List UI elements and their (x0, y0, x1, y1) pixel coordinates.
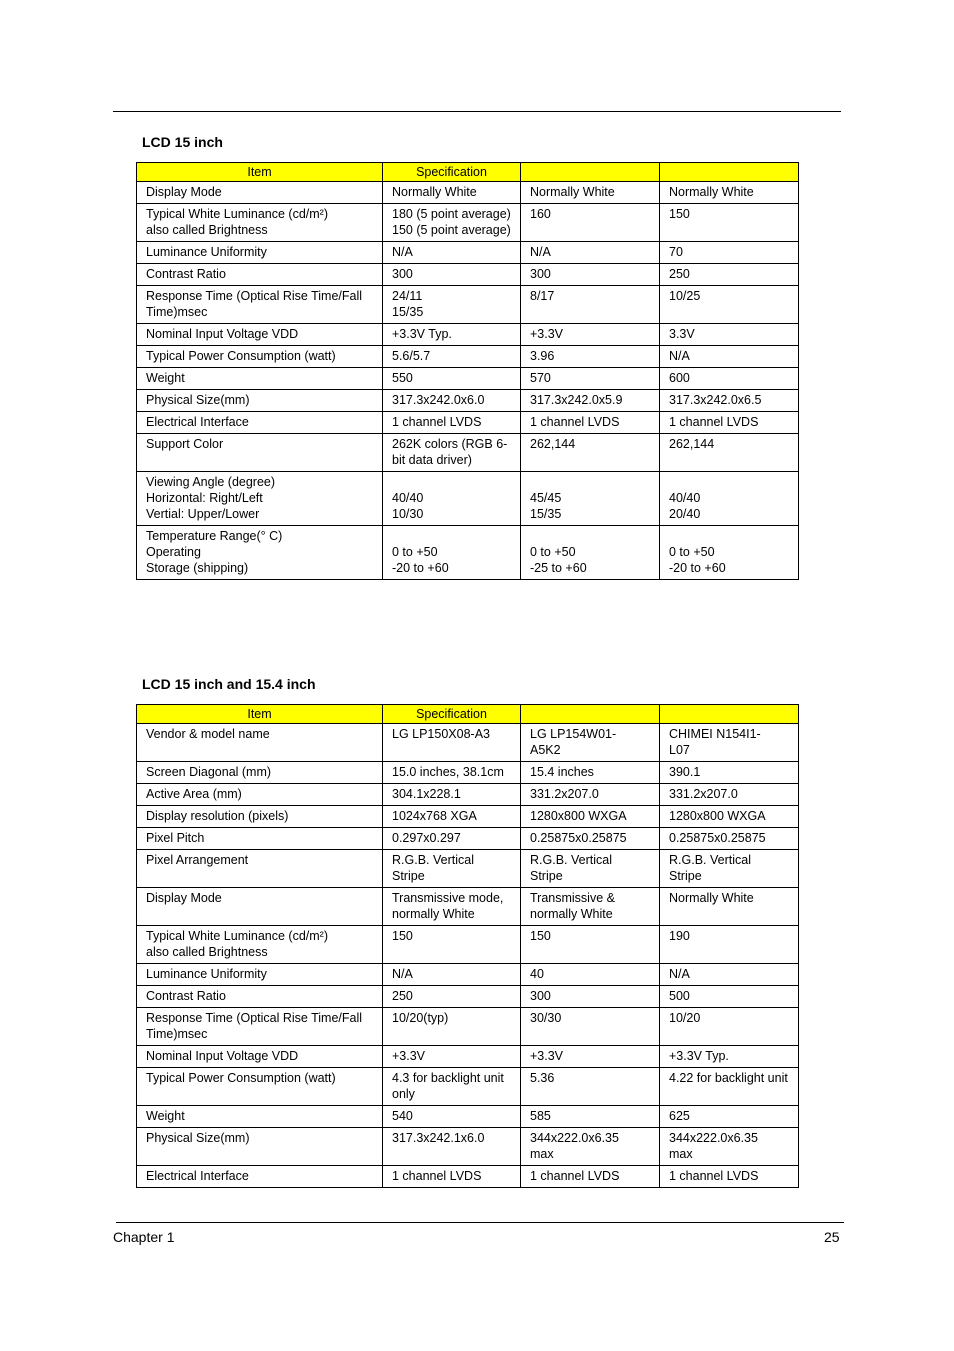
cell-text: Support Color (146, 437, 224, 451)
cell-text: Temperature Range(° C) Operating Storage (shipping) (146, 529, 283, 575)
cell-text: Response Time (Optical Rise Time/Fall Time)msec (146, 289, 363, 319)
cell-text: 3.3V (669, 327, 695, 341)
cell-text: N/A (392, 967, 413, 981)
cell-text: N/A (669, 349, 690, 363)
value-cell (660, 986, 799, 1008)
table-row (137, 1166, 799, 1188)
cell-text: Luminance Uniformity (146, 967, 267, 981)
cell-text: +3.3V (392, 1049, 426, 1063)
cell-text: Normally White (392, 185, 477, 199)
value-cell (521, 242, 660, 264)
cell-text: 10/20 (669, 1011, 701, 1025)
cell-text: 30/30 (530, 1011, 562, 1025)
cell-text: 550 (392, 371, 413, 385)
value-cell (660, 368, 799, 390)
cell-text: Typical Power Consumption (watt) (146, 1071, 336, 1085)
cell-text: 10/20(typ) (392, 1011, 449, 1025)
value-cell (521, 390, 660, 412)
value-cell (383, 526, 521, 580)
value-cell (521, 286, 660, 324)
value-cell (660, 762, 799, 784)
row-label-cell (137, 986, 383, 1008)
cell-text: 304.1x228.1 (392, 787, 461, 801)
footer-rule (116, 1222, 844, 1223)
row-label-cell (137, 368, 383, 390)
row-label-cell (137, 526, 383, 580)
value-cell (383, 472, 521, 526)
cell-text: Normally White (530, 185, 615, 199)
cell-text: Weight (146, 371, 185, 385)
value-cell (521, 368, 660, 390)
value-cell (660, 434, 799, 472)
table-row (137, 526, 799, 580)
cell-text: 317.3x242.0x5.9 (530, 393, 623, 407)
cell-text: 160 (530, 207, 551, 221)
value-cell (521, 1046, 660, 1068)
cell-text: 15.4 inches (530, 765, 594, 779)
cell-text: Display resolution (pixels) (146, 809, 289, 823)
row-label-cell (137, 1046, 383, 1068)
value-cell (383, 850, 521, 888)
value-cell (383, 762, 521, 784)
table-row (137, 1068, 799, 1106)
cell-text: Pixel Arrangement (146, 853, 249, 867)
value-cell (521, 784, 660, 806)
cell-text: Contrast Ratio (146, 267, 226, 281)
cell-text: Nominal Input Voltage VDD (146, 1049, 299, 1063)
row-label-cell (137, 762, 383, 784)
cell-text: 585 (530, 1109, 551, 1123)
table-row (137, 264, 799, 286)
cell-text: 250 (669, 267, 690, 281)
value-cell (660, 1068, 799, 1106)
value-cell (383, 1008, 521, 1046)
header-rule (113, 111, 841, 112)
value-cell (383, 182, 521, 204)
value-cell (383, 888, 521, 926)
table-row (137, 346, 799, 368)
row-label-cell (137, 806, 383, 828)
section-title-lcd-15-and-15-4: LCD 15 inch and 15.4 inch (142, 676, 316, 692)
value-cell (521, 762, 660, 784)
cell-text: 150 (669, 207, 690, 221)
table-row (137, 472, 799, 526)
table-row (137, 828, 799, 850)
row-label-cell (137, 1068, 383, 1106)
lcd-15-spec-table (136, 162, 799, 580)
cell-text: 0 to +50 -25 to +60 (530, 545, 587, 575)
value-cell (660, 806, 799, 828)
table-row (137, 784, 799, 806)
table-row (137, 724, 799, 762)
value-cell (660, 204, 799, 242)
cell-text: 1 channel LVDS (669, 1169, 759, 1183)
value-cell (521, 724, 660, 762)
value-cell (383, 784, 521, 806)
cell-text: CHIMEI N154I1- L07 (669, 727, 761, 757)
cell-text: LG LP150X08-A3 (392, 727, 490, 741)
value-cell (660, 324, 799, 346)
cell-text: 5.6/5.7 (392, 349, 431, 363)
value-cell (660, 346, 799, 368)
cell-text: 317.3x242.1x6.0 (392, 1131, 485, 1145)
table-row (137, 286, 799, 324)
value-cell (383, 324, 521, 346)
value-cell (660, 724, 799, 762)
value-cell (383, 828, 521, 850)
value-cell (660, 242, 799, 264)
cell-text: 570 (530, 371, 551, 385)
table-row (137, 926, 799, 964)
value-cell (521, 806, 660, 828)
cell-text: 4.3 for backlight unit only (392, 1071, 504, 1101)
cell-text: N/A (669, 967, 690, 981)
row-label-cell (137, 1128, 383, 1166)
value-cell (660, 390, 799, 412)
value-cell (383, 1106, 521, 1128)
value-cell (383, 964, 521, 986)
cell-text: 180 (5 point average) 150 (5 point average) (392, 207, 511, 237)
cell-text: 600 (669, 371, 690, 385)
value-cell (383, 204, 521, 242)
cell-text: 40/40 10/30 (392, 491, 424, 521)
cell-text: Pixel Pitch (146, 831, 205, 845)
table-row (137, 412, 799, 434)
table-row (137, 182, 799, 204)
value-cell (383, 242, 521, 264)
value-cell (660, 850, 799, 888)
value-cell (383, 412, 521, 434)
cell-text: 0 to +50 -20 to +60 (669, 545, 726, 575)
value-cell (660, 964, 799, 986)
value-cell (383, 390, 521, 412)
chapter-label: Chapter 1 (113, 1229, 175, 1245)
cell-text: Electrical Interface (146, 415, 249, 429)
cell-text: 70 (669, 245, 683, 259)
cell-text: R.G.B. Vertical Stripe (392, 853, 474, 883)
row-label-cell (137, 888, 383, 926)
value-cell (660, 286, 799, 324)
table-row (137, 806, 799, 828)
value-cell (660, 1046, 799, 1068)
value-cell (521, 1106, 660, 1128)
cell-text: Viewing Angle (degree) Horizontal: Right/Left Vertial: Upper/Lower (146, 475, 276, 521)
row-label-cell (137, 850, 383, 888)
table-row (137, 368, 799, 390)
table-row (137, 964, 799, 986)
cell-text: 1 channel LVDS (392, 1169, 482, 1183)
cell-text: Typical White Luminance (cd/m²) also called Brightness (146, 929, 329, 959)
cell-text: +3.3V Typ. (392, 327, 452, 341)
row-label-cell (137, 412, 383, 434)
cell-text: 262,144 (669, 437, 715, 451)
value-cell (521, 182, 660, 204)
cell-text: Transmissive & normally White (530, 891, 615, 921)
cell-text: 1 channel LVDS (392, 415, 482, 429)
value-cell (383, 986, 521, 1008)
cell-text: 5.36 (530, 1071, 555, 1085)
cell-text: 3.96 (530, 349, 555, 363)
row-label-cell (137, 1106, 383, 1128)
value-cell (521, 828, 660, 850)
cell-text: R.G.B. Vertical Stripe (669, 853, 751, 883)
cell-text: 0 to +50 -20 to +60 (392, 545, 449, 575)
cell-text: 0.297x0.297 (392, 831, 461, 845)
row-label-cell (137, 242, 383, 264)
cell-text: N/A (530, 245, 551, 259)
value-cell (521, 346, 660, 368)
row-label-cell (137, 286, 383, 324)
cell-text: 250 (392, 989, 413, 1003)
row-label-cell (137, 182, 383, 204)
row-label-cell (137, 264, 383, 286)
cell-text: 10/25 (669, 289, 701, 303)
cell-text: N/A (392, 245, 413, 259)
cell-text: +3.3V (530, 1049, 564, 1063)
value-cell (660, 926, 799, 964)
page-number: 25 (824, 1229, 840, 1245)
value-cell (383, 1166, 521, 1188)
row-label-cell (137, 1166, 383, 1188)
row-label-cell (137, 324, 383, 346)
cell-text: 24/11 15/35 (392, 289, 424, 319)
cell-text: 15.0 inches, 38.1cm (392, 765, 504, 779)
column-header (660, 163, 799, 182)
value-cell (660, 888, 799, 926)
cell-text: 331.2x207.0 (530, 787, 599, 801)
column-header (521, 163, 660, 182)
value-cell (383, 286, 521, 324)
column-header: Specification (383, 705, 521, 724)
cell-text: Nominal Input Voltage VDD (146, 327, 299, 341)
row-label-cell (137, 964, 383, 986)
table-row (137, 1128, 799, 1166)
value-cell (521, 1166, 660, 1188)
cell-text: 500 (669, 989, 690, 1003)
table-row (137, 242, 799, 264)
row-label-cell (137, 472, 383, 526)
table-row (137, 1008, 799, 1046)
value-cell (383, 1128, 521, 1166)
cell-text: Contrast Ratio (146, 989, 226, 1003)
cell-text: 1280x800 WXGA (530, 809, 627, 823)
cell-text: 1 channel LVDS (530, 1169, 620, 1183)
value-cell (521, 526, 660, 580)
table-row (137, 1046, 799, 1068)
cell-text: Physical Size(mm) (146, 1131, 250, 1145)
cell-text: 8/17 (530, 289, 555, 303)
value-cell (521, 264, 660, 286)
cell-text: 40/40 20/40 (669, 491, 701, 521)
cell-text: Display Mode (146, 891, 222, 905)
cell-text: Typical White Luminance (cd/m²) also called Brightness (146, 207, 329, 237)
column-header: Item (137, 705, 383, 724)
cell-text: Response Time (Optical Rise Time/Fall Time)msec (146, 1011, 363, 1041)
cell-text: 0.25875x0.25875 (669, 831, 766, 845)
table-row (137, 204, 799, 242)
cell-text: Active Area (mm) (146, 787, 242, 801)
cell-text: 540 (392, 1109, 413, 1123)
cell-text: 0.25875x0.25875 (530, 831, 627, 845)
cell-text: R.G.B. Vertical Stripe (530, 853, 612, 883)
cell-text: 390.1 (669, 765, 701, 779)
cell-text: Display Mode (146, 185, 222, 199)
cell-text: 150 (392, 929, 413, 943)
value-cell (521, 472, 660, 526)
value-cell (521, 964, 660, 986)
cell-text: Weight (146, 1109, 185, 1123)
cell-text: Typical Power Consumption (watt) (146, 349, 336, 363)
value-cell (383, 1068, 521, 1106)
cell-text: 344x222.0x6.35 max (530, 1131, 619, 1161)
value-cell (383, 434, 521, 472)
value-cell (660, 1106, 799, 1128)
value-cell (383, 1046, 521, 1068)
value-cell (521, 1068, 660, 1106)
cell-text: 300 (530, 989, 551, 1003)
value-cell (521, 1128, 660, 1166)
value-cell (660, 784, 799, 806)
cell-text: 344x222.0x6.35 max (669, 1131, 758, 1161)
table-row (137, 434, 799, 472)
row-label-cell (137, 346, 383, 368)
cell-text: +3.3V (530, 327, 564, 341)
table-row (137, 888, 799, 926)
cell-text: 40 (530, 967, 544, 981)
table-row (137, 1106, 799, 1128)
row-label-cell (137, 784, 383, 806)
cell-text: Vendor & model name (146, 727, 270, 741)
column-header: Specification (383, 163, 521, 182)
value-cell (383, 264, 521, 286)
row-label-cell (137, 828, 383, 850)
value-cell (660, 264, 799, 286)
cell-text: 300 (530, 267, 551, 281)
value-cell (660, 526, 799, 580)
value-cell (383, 724, 521, 762)
cell-text: LG LP154W01- A5K2 (530, 727, 617, 757)
cell-text: 1 channel LVDS (669, 415, 759, 429)
value-cell (660, 182, 799, 204)
value-cell (383, 346, 521, 368)
cell-text: 262K colors (RGB 6-bit data driver) (392, 437, 508, 467)
cell-text: 4.22 for backlight unit (669, 1071, 788, 1085)
cell-text: 1280x800 WXGA (669, 809, 766, 823)
value-cell (383, 806, 521, 828)
cell-text: 317.3x242.0x6.0 (392, 393, 485, 407)
cell-text: Luminance Uniformity (146, 245, 267, 259)
value-cell (660, 472, 799, 526)
value-cell (660, 1166, 799, 1188)
row-label-cell (137, 204, 383, 242)
table-row (137, 390, 799, 412)
column-header (660, 705, 799, 724)
cell-text: Normally White (669, 185, 754, 199)
cell-text: Normally White (669, 891, 754, 905)
table-header-row (137, 163, 799, 182)
value-cell (521, 986, 660, 1008)
table-row (137, 850, 799, 888)
row-label-cell (137, 1008, 383, 1046)
value-cell (660, 412, 799, 434)
cell-text: 45/45 15/35 (530, 491, 562, 521)
cell-text: 1024x768 XGA (392, 809, 477, 823)
cell-text: +3.3V Typ. (669, 1049, 729, 1063)
row-label-cell (137, 724, 383, 762)
cell-text: Physical Size(mm) (146, 393, 250, 407)
column-header: Item (137, 163, 383, 182)
table-row (137, 986, 799, 1008)
value-cell (521, 324, 660, 346)
cell-text: 625 (669, 1109, 690, 1123)
value-cell (521, 850, 660, 888)
section-title-lcd-15: LCD 15 inch (142, 134, 223, 150)
lcd-15-and-15-4-spec-table (136, 704, 799, 1188)
cell-text: Screen Diagonal (mm) (146, 765, 272, 779)
cell-text: 262,144 (530, 437, 576, 451)
table-row (137, 762, 799, 784)
cell-text: Transmissive mode, normally White (392, 891, 504, 921)
value-cell (660, 828, 799, 850)
value-cell (383, 368, 521, 390)
value-cell (521, 1008, 660, 1046)
row-label-cell (137, 926, 383, 964)
cell-text: 1 channel LVDS (530, 415, 620, 429)
cell-text: 150 (530, 929, 551, 943)
value-cell (521, 412, 660, 434)
value-cell (521, 888, 660, 926)
table-header-row (137, 705, 799, 724)
value-cell (660, 1128, 799, 1166)
value-cell (383, 926, 521, 964)
row-label-cell (137, 434, 383, 472)
value-cell (660, 1008, 799, 1046)
row-label-cell (137, 390, 383, 412)
column-header (521, 705, 660, 724)
cell-text: 190 (669, 929, 690, 943)
value-cell (521, 434, 660, 472)
value-cell (521, 926, 660, 964)
cell-text: 317.3x242.0x6.5 (669, 393, 762, 407)
cell-text: 331.2x207.0 (669, 787, 738, 801)
cell-text: 300 (392, 267, 413, 281)
table-row (137, 324, 799, 346)
cell-text: Electrical Interface (146, 1169, 249, 1183)
value-cell (521, 204, 660, 242)
